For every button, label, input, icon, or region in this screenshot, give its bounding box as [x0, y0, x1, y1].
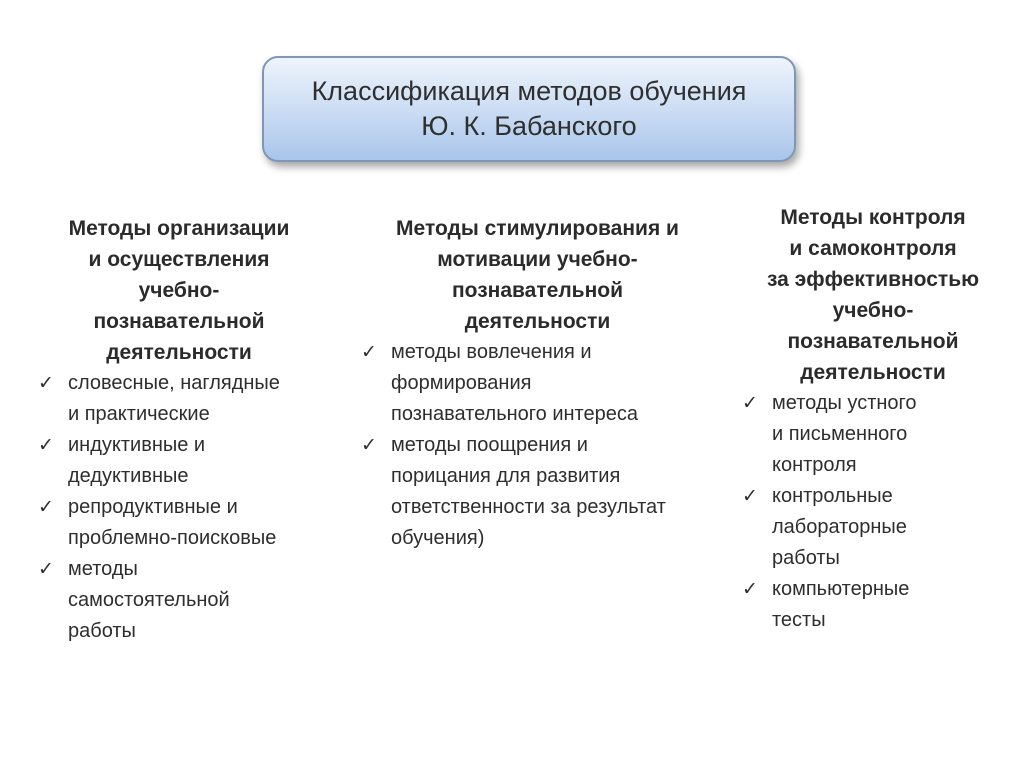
method-list [738, 388, 1008, 636]
check-icon: ✓ [38, 435, 54, 456]
list-item: ✓ методы поощрения и порицания для развития ответственности за результат обучения) [357, 430, 720, 554]
method-list [357, 337, 720, 554]
check-icon: ✓ [38, 559, 54, 580]
column-control [738, 202, 1008, 636]
title-line-1: Классификация методов обучения [311, 76, 747, 106]
list-item: ✓ контрольные лабораторные работы [738, 481, 1008, 574]
column-stimulation [355, 213, 720, 554]
title-box [262, 56, 796, 162]
title-line-2: Ю. К. Бабанского [421, 111, 637, 141]
check-icon: ✓ [38, 497, 54, 518]
column-heading: Методы стимулирования и мотивации учебно- познавательной деятельности [396, 217, 679, 333]
check-icon: ✓ [361, 342, 377, 363]
column-heading: Методы организации и осуществления учебно- познавательной деятельности [68, 217, 290, 364]
list-item: ✓ компьютерные тесты [738, 574, 1008, 636]
check-icon: ✓ [742, 393, 758, 414]
list-item: ✓ методы вовлечения и формирования познавательного интереса [357, 337, 720, 430]
list-item: ✓ методы самостоятельной работы [34, 554, 328, 647]
method-list [34, 368, 328, 647]
column-organization [30, 213, 328, 647]
check-icon: ✓ [361, 435, 377, 456]
list-item: ✓ словесные, наглядные и практические [34, 368, 328, 430]
list-item: ✓ индуктивные и дедуктивные [34, 430, 328, 492]
check-icon: ✓ [742, 486, 758, 507]
check-icon: ✓ [742, 579, 758, 600]
check-icon: ✓ [38, 373, 54, 394]
column-heading: Методы контроля и самоконтроля за эффективностью учебно- познавательной деятельности [766, 206, 980, 384]
list-item: ✓ репродуктивные и проблемно-поисковые [34, 492, 328, 554]
list-item: ✓ методы устного и письменного контроля [738, 388, 1008, 481]
